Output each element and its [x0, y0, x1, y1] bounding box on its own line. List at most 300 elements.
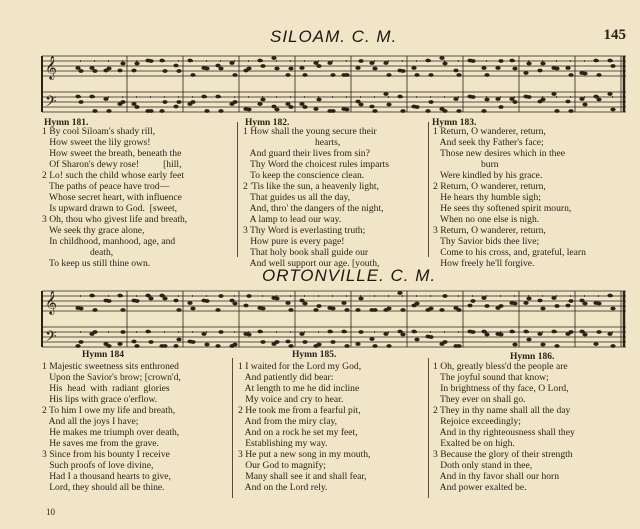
notehead [260, 64, 265, 68]
notehead [134, 299, 139, 303]
notehead [145, 330, 150, 334]
hymn-line: Rejoice exceedingly; [433, 416, 521, 427]
notehead [355, 342, 360, 346]
notehead [369, 337, 374, 341]
notehead [274, 67, 279, 71]
svg-text:𝄞: 𝄞 [45, 55, 57, 79]
notehead [593, 342, 598, 346]
notehead [117, 294, 122, 298]
notehead [481, 296, 486, 300]
notehead [218, 294, 223, 298]
notehead [232, 343, 237, 347]
notehead [498, 304, 503, 308]
notehead [341, 301, 346, 305]
notehead [540, 62, 545, 66]
notehead [582, 72, 587, 76]
notehead [400, 333, 405, 337]
hymn-line: 1 Return, O wanderer, return, [433, 126, 546, 137]
notehead [120, 330, 125, 334]
notehead [159, 109, 164, 113]
notehead [554, 344, 559, 348]
notehead [162, 297, 167, 301]
notehead [414, 73, 419, 77]
notehead [316, 98, 321, 102]
notehead [512, 67, 517, 71]
notehead [509, 330, 514, 334]
notehead [554, 67, 559, 71]
notehead [442, 294, 447, 298]
notehead [103, 97, 108, 101]
notehead [383, 61, 388, 65]
notehead [204, 109, 209, 113]
hymn-line: 1 How shall the young secure their [243, 126, 377, 137]
notehead [582, 302, 587, 306]
notehead [428, 100, 433, 104]
hymn-line: How freely he'll forgive. [433, 258, 535, 269]
hymn-line: Of Sharon's dewy rose! [hill, [42, 159, 182, 170]
notehead [75, 95, 80, 99]
notehead [484, 73, 489, 77]
notehead [512, 100, 517, 104]
notehead [383, 92, 388, 96]
notehead [285, 73, 290, 77]
hymn-line: burn [433, 159, 499, 170]
notehead [512, 343, 517, 347]
notehead [540, 98, 545, 102]
footer-number: 10 [46, 507, 55, 517]
notehead [551, 330, 556, 334]
notehead [526, 95, 531, 99]
hymn-line: That guides us all the day, [243, 192, 351, 203]
notehead [78, 307, 83, 311]
notehead [470, 95, 475, 99]
notehead [498, 59, 503, 63]
hymn-line: When no one else is nigh. [433, 214, 540, 225]
notehead [190, 340, 195, 344]
hymn-line: Those new desires which in thee [433, 148, 565, 159]
svg-text:𝄢: 𝄢 [45, 328, 57, 349]
notehead [246, 294, 251, 298]
hymn-line: To keep the conscience clean. [243, 170, 365, 181]
hymn-line: He saves me from the grave. [42, 438, 159, 449]
notehead [386, 103, 391, 107]
notehead [456, 344, 461, 348]
hymn-line: Thy Savior bids thee live; [433, 236, 540, 247]
notehead [582, 103, 587, 107]
notehead [285, 301, 290, 305]
notehead [386, 73, 391, 77]
notehead [117, 69, 122, 73]
notehead [106, 344, 111, 348]
notehead [204, 299, 209, 303]
notehead [162, 344, 167, 348]
notehead [453, 97, 458, 101]
notehead [610, 64, 615, 68]
notehead [372, 308, 377, 312]
hymn-line: Thy Word the choicest rules imparts [243, 159, 389, 170]
hymn-line: death, [42, 247, 114, 258]
notehead [232, 73, 237, 77]
notehead [257, 59, 262, 63]
notehead [355, 308, 360, 312]
notehead [369, 105, 374, 109]
notehead [75, 344, 80, 348]
hymn-line: Whose secret heart, with influence [42, 192, 182, 203]
notehead [523, 71, 528, 75]
column-divider [232, 358, 233, 498]
notehead [526, 62, 531, 66]
hymn-line: 2 'Tis like the sun, a heavenly light, [243, 181, 379, 192]
notehead [162, 69, 167, 73]
notehead [498, 333, 503, 337]
notehead [120, 308, 125, 312]
notehead [495, 97, 500, 101]
notehead [260, 307, 265, 311]
notehead [288, 344, 293, 348]
notehead [134, 62, 139, 66]
hymn-line: Doth only stand in thee, [433, 460, 533, 471]
notehead [148, 59, 153, 63]
notehead [523, 330, 528, 334]
notehead [484, 304, 489, 308]
notehead [400, 109, 405, 113]
notehead [428, 73, 433, 77]
notehead [187, 301, 192, 305]
notehead [204, 67, 209, 71]
notehead [565, 66, 570, 70]
notehead [481, 109, 486, 113]
notehead [299, 332, 304, 336]
notehead [610, 108, 615, 112]
notehead [397, 95, 402, 99]
hymn-line: And well support our age. [youth, [243, 258, 380, 269]
hymn-line: My voice and cry to hear. [238, 394, 344, 405]
hymn-line: His lips with grace o'erflow. [42, 394, 158, 405]
hymn-label: Hymn 186. [510, 352, 555, 362]
notehead [92, 308, 97, 312]
notehead [201, 332, 206, 336]
notehead [470, 330, 475, 334]
hymn-line: 3 Return, O wanderer, return, [433, 225, 546, 236]
notehead [288, 67, 293, 71]
hymn-line: Lord, they should all be thine. [42, 482, 165, 493]
notehead [358, 103, 363, 107]
notehead [610, 344, 615, 348]
notehead [369, 61, 374, 65]
hymn-line: They ever on shall go. [433, 394, 526, 405]
notehead [456, 73, 461, 77]
hymn-line: 2 He took me from a fearful pit, [238, 405, 361, 416]
hymn-line: And on the Lord rely. [238, 482, 328, 493]
page-number: 145 [603, 27, 626, 43]
notehead [428, 335, 433, 339]
notehead [467, 304, 472, 308]
hymn-line: Exalted be on high. [433, 438, 515, 449]
hymn-line: And in thy righteousness shall they [433, 427, 575, 438]
hymn-line: How sweet the lily grows! [42, 137, 151, 148]
hymn-line: To keep us still thine own. [42, 258, 151, 269]
notehead [344, 108, 349, 112]
notehead [512, 302, 517, 306]
notehead [526, 338, 531, 342]
notehead [288, 105, 293, 109]
notehead [176, 308, 181, 312]
hymn-line: Were kindled by his grace. [433, 170, 543, 181]
hymn-text [42, 361, 181, 493]
notehead [568, 109, 573, 113]
notehead [190, 100, 195, 104]
notehead [330, 340, 335, 344]
notehead [400, 69, 405, 73]
notehead [218, 330, 223, 334]
notehead [386, 307, 391, 311]
notehead [89, 294, 94, 298]
notehead [173, 344, 178, 348]
notehead [162, 100, 167, 104]
hymn-line: How pure is every page! [243, 236, 345, 247]
notehead [568, 73, 573, 77]
notehead [484, 333, 489, 337]
notehead [330, 73, 335, 77]
hymn-text [433, 126, 586, 269]
notehead [540, 343, 545, 347]
notehead [610, 307, 615, 311]
hymn-line: The joyful sound that know; [433, 372, 549, 383]
hymn-line: And, thro' the dangers of the night, [243, 203, 384, 214]
notehead [313, 308, 318, 312]
notehead [330, 307, 335, 311]
notehead [229, 61, 234, 65]
notehead [442, 62, 447, 66]
hymn-line: And seek thy Father's face; [433, 137, 544, 148]
hymn-line: hearts, [243, 137, 341, 148]
hymn-line: And power exalted be. [433, 482, 527, 493]
notehead [302, 340, 307, 344]
notehead [470, 59, 475, 63]
hymn-line: Our God to magnify; [238, 460, 326, 471]
notehead [383, 332, 388, 336]
notehead [596, 73, 601, 77]
hymn-line: 1 By cool Siloam's shady rill, [42, 126, 156, 137]
notehead [148, 297, 153, 301]
svg-text:𝄢: 𝄢 [45, 93, 57, 114]
notehead [106, 109, 111, 113]
notehead [456, 308, 461, 312]
notehead [176, 69, 181, 73]
notehead [551, 296, 556, 300]
hymn-line: Establishing my way. [238, 438, 328, 449]
notehead [232, 302, 237, 306]
notehead [400, 308, 405, 312]
hymn-line: 1 Majestic sweetness sits enthroned [42, 361, 179, 372]
notehead [509, 59, 514, 63]
notehead [246, 108, 251, 112]
notehead [89, 95, 94, 99]
notehead [523, 301, 528, 305]
notehead [330, 109, 335, 113]
notehead [134, 344, 139, 348]
notehead [565, 100, 570, 104]
notehead [120, 62, 125, 66]
hymn-line: We seek thy grace alone, [42, 225, 145, 236]
hymn-line: And in thy favor shall our horn [433, 471, 560, 482]
notehead [425, 59, 430, 63]
notehead [327, 330, 332, 334]
notehead [215, 95, 220, 99]
hymn-line: And all the joys I have; [42, 416, 139, 427]
notehead [540, 307, 545, 311]
notehead [201, 95, 206, 99]
notehead [285, 340, 290, 344]
notehead [372, 109, 377, 113]
notehead [257, 102, 262, 106]
notehead [537, 69, 542, 73]
hymn-line: And on a rock he set my feet, [238, 427, 358, 438]
notehead [442, 109, 447, 113]
notehead [78, 100, 83, 104]
notehead [526, 297, 531, 301]
notehead [232, 100, 237, 104]
notehead [173, 64, 178, 68]
hymn-line: Is upward drawn to God. [sweet, [42, 203, 178, 214]
hymn-line: Upon the Savior's brow; [crown'd, [42, 372, 181, 383]
notehead [92, 330, 97, 334]
column-divider [237, 122, 238, 257]
notehead [568, 330, 573, 334]
notehead [453, 69, 458, 73]
hymn-line: And guard their lives from sin? [243, 148, 370, 159]
notehead [593, 59, 598, 63]
notehead [456, 109, 461, 113]
notehead [260, 98, 265, 102]
hymn-line: He sees thy softened spirit mourn, [433, 203, 572, 214]
notehead [344, 344, 349, 348]
notehead [470, 299, 475, 303]
hymn-line: Had I a thousand hearts to give, [42, 471, 171, 482]
notehead [187, 59, 192, 63]
notehead [551, 92, 556, 96]
hymn-label: Hymn 182. [245, 118, 290, 128]
hymn-text [243, 126, 389, 269]
tune-title-ortonville: ORTONVILLE. C. M. [262, 266, 437, 285]
notehead [607, 332, 612, 336]
hymn-text [433, 361, 575, 493]
hymn-line: 1 I waited for the Lord my God, [238, 361, 362, 372]
hymn-label: Hymn 184 [82, 350, 124, 360]
notehead [596, 330, 601, 334]
notehead [218, 109, 223, 113]
hymn-label: Hymn 185. [292, 350, 337, 360]
notehead [316, 64, 321, 68]
notehead [537, 299, 542, 303]
svg-text:𝄞: 𝄞 [45, 290, 57, 314]
notehead [215, 344, 220, 348]
notehead [92, 69, 97, 73]
hymn-line: A lamp to lead our way. [243, 214, 342, 225]
notehead [131, 69, 136, 73]
hymn-text [238, 361, 370, 493]
notehead [176, 100, 181, 104]
notehead [439, 308, 444, 312]
notehead [596, 98, 601, 102]
notehead [246, 333, 251, 337]
notehead [414, 338, 419, 342]
notehead [344, 73, 349, 77]
hymn-line: 3 He put a new song in my mouth, [238, 449, 371, 460]
notehead [302, 302, 307, 306]
notehead [190, 73, 195, 77]
notehead [414, 105, 419, 109]
notehead [274, 297, 279, 301]
hymn-line: Such proofs of love divine, [42, 460, 154, 471]
hymn-line: That holy book shall guide our [243, 247, 369, 258]
hymn-text [42, 126, 187, 269]
notehead [481, 66, 486, 70]
notehead [372, 67, 377, 71]
notehead [131, 340, 136, 344]
hymn-line: 2 Lo! such the child whose early feet [42, 170, 184, 181]
hymn-line: And from the miry clay, [238, 416, 338, 427]
notehead [78, 340, 83, 344]
column-divider [428, 122, 429, 257]
notehead [411, 66, 416, 70]
hymn-line: The paths of peace have trod— [42, 181, 170, 192]
notehead [176, 338, 181, 342]
notehead [495, 66, 500, 70]
music-staff-ortonville [36, 287, 632, 353]
hymn-line: At length to me he did incline [238, 383, 360, 394]
hymn-line: Come to his cross, and, grateful, learn [433, 247, 586, 258]
notehead [302, 73, 307, 77]
hymn-line: He makes me triumph over death, [42, 427, 180, 438]
hymn-line: 3 Thy Word is everlasting truth; [243, 225, 366, 236]
hymn-label: Hymn 181. [44, 118, 89, 128]
notehead [484, 98, 489, 102]
notehead [218, 67, 223, 71]
hymn-line: 2 To him I owe my life and breath, [42, 405, 176, 416]
notehead [397, 291, 402, 295]
hymn-line: 1 Oh, greatly bless'd the people are [433, 361, 568, 372]
notehead [159, 59, 164, 63]
notehead [537, 332, 542, 336]
hymn-label: Hymn 183. [432, 118, 477, 128]
notehead [565, 304, 570, 308]
notehead [344, 308, 349, 312]
notehead [148, 340, 153, 344]
notehead [439, 56, 444, 60]
notehead [134, 105, 139, 109]
notehead [120, 100, 125, 104]
notehead [313, 107, 318, 111]
notehead [327, 61, 332, 65]
hymn-line: In childhood, manhood, age, and [42, 236, 176, 247]
notehead [274, 108, 279, 112]
hymn-line: 3 Because the glory of their strength [433, 449, 573, 460]
notehead [411, 330, 416, 334]
notehead [299, 66, 304, 70]
notehead [117, 342, 122, 346]
notehead [355, 66, 360, 70]
notehead [316, 343, 321, 347]
notehead [498, 105, 503, 109]
notehead [341, 330, 346, 334]
hymn-line: How sweet the breath, beneath the [42, 148, 182, 159]
notehead [425, 109, 430, 113]
notehead [596, 302, 601, 306]
hymn-line: In brightness of thy face, O Lord, [433, 383, 569, 394]
notehead [579, 97, 584, 101]
hymn-line: He hears thy humble sigh; [433, 192, 541, 203]
